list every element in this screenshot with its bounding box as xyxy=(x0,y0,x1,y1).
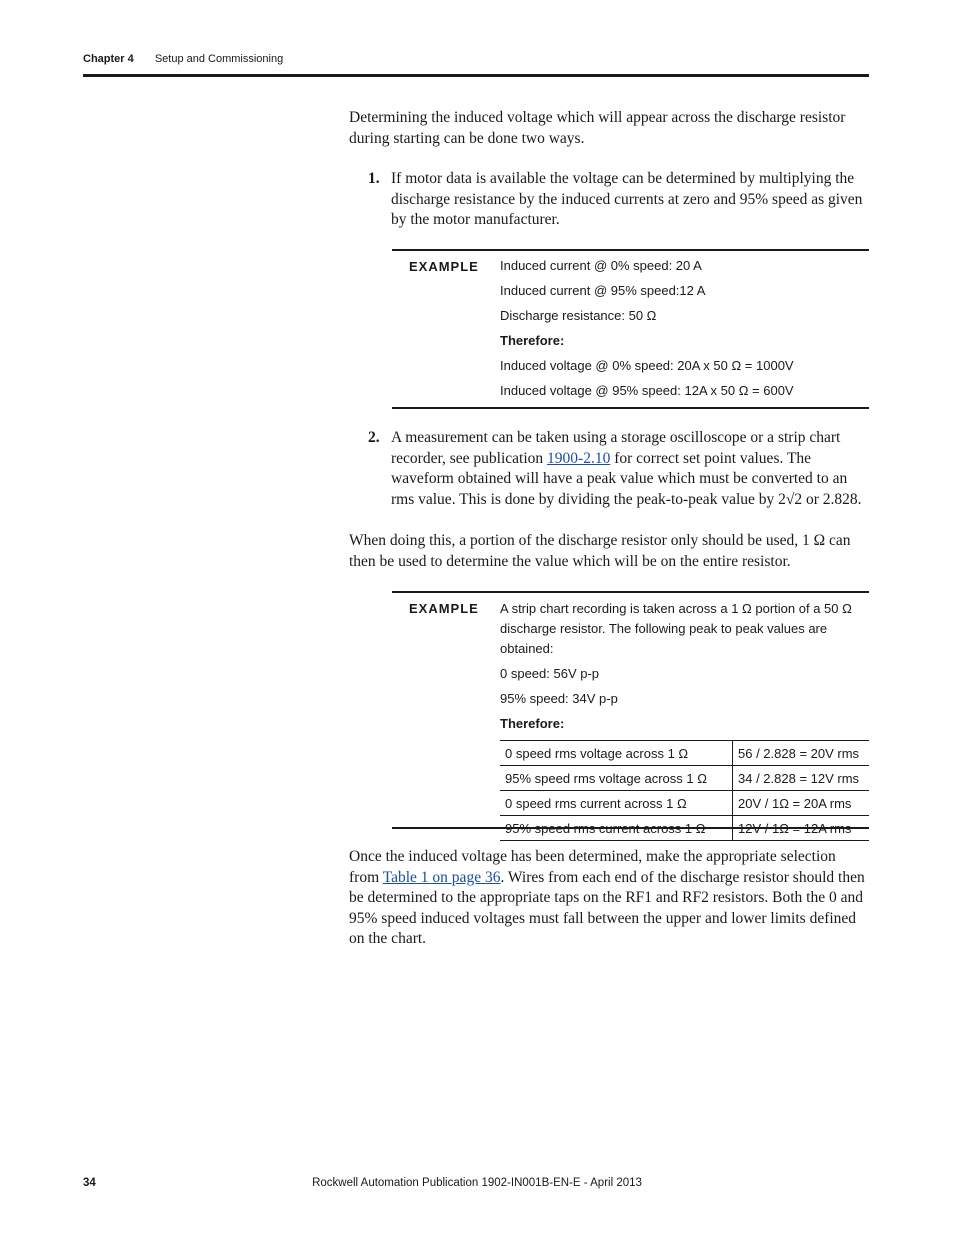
example-2-label: EXAMPLE xyxy=(409,601,479,616)
example-1-line: Induced current @ 0% speed: 20 A xyxy=(500,258,702,273)
table-cell: 20V / 1Ω = 20A rms xyxy=(733,791,870,816)
example-1-line: Induced current @ 95% speed:12 A xyxy=(500,283,706,298)
example-box-1 xyxy=(392,249,869,409)
note-paragraph xyxy=(349,531,869,572)
table-cell: 34 / 2.828 = 12V rms xyxy=(733,766,870,791)
closing-text-b: . Wires from each end of the discharge resistor should then be determined to the appropriate taps on the RF1 and RF2 resistors. Both the 0 and 95% speed induced voltages must fall between the upper and lower limits defined on the chart. xyxy=(349,868,865,947)
step-2-text-b: for correct set point values. The waveform obtained will have a peak value which must be converted to an rms value. This is done by dividing the peak-to-peak value by 2√2 or 2.828. xyxy=(391,449,862,508)
step-1-number: 1. xyxy=(368,170,380,187)
step-1 xyxy=(368,169,868,231)
example-1-content xyxy=(500,251,869,407)
table-row xyxy=(500,791,869,816)
table-cell: 56 / 2.828 = 20V rms xyxy=(733,741,870,766)
example-2-intro: A strip chart recording is taken across a 1 Ω portion of a 50 Ω discharge resistor. The following peak to peak values are obtained: xyxy=(500,601,852,656)
example-2-content xyxy=(500,593,869,841)
table-row xyxy=(500,741,869,766)
example-1-line: Discharge resistance: 50 Ω xyxy=(500,308,657,323)
closing-text xyxy=(349,847,869,950)
section-title: Setup and Commissioning xyxy=(154,53,284,65)
example-1-line: Induced voltage @ 95% speed: 12A x 50 Ω = 600V xyxy=(500,383,794,398)
example-box-2 xyxy=(392,591,869,836)
publication-link[interactable]: 1900-2.10 xyxy=(547,449,611,467)
step-2 xyxy=(368,428,868,510)
table-row xyxy=(500,816,869,841)
step-2-text xyxy=(391,428,868,510)
note-text: When doing this, a portion of the discharge resistor only should be used, 1 Ω can then be used to determine the value which will be on the entire resistor. xyxy=(349,532,851,570)
example-2-therefore: Therefore: xyxy=(500,716,565,731)
intro-paragraph xyxy=(349,108,869,149)
table-reference-link[interactable]: Table 1 on page 36 xyxy=(382,868,501,886)
intro-text: Determining the induced voltage which will appear across the discharge resistor during starting can be done two ways. xyxy=(349,109,846,147)
example-2-line: 0 speed: 56V p-p xyxy=(500,666,600,681)
page-number: 34 xyxy=(83,1177,96,1189)
step-2-number: 2. xyxy=(368,429,380,446)
example-2-line: 95% speed: 34V p-p xyxy=(500,691,618,706)
header-rule xyxy=(83,74,869,77)
example-1-line: Induced voltage @ 0% speed: 20A x 50 Ω = 1000V xyxy=(500,358,794,373)
publication-footer: Rockwell Automation Publication 1902-IN001B-EN-E - April 2013 xyxy=(312,1177,642,1189)
running-header xyxy=(83,53,283,65)
closing-text-a: Once the induced voltage has been determined, make the appropriate selection from xyxy=(349,848,836,886)
rms-results-table xyxy=(500,740,869,841)
table-cell: 0 speed rms current across 1 Ω xyxy=(500,791,733,816)
table-cell: 0 speed rms voltage across 1 Ω xyxy=(500,741,733,766)
step-2-text-a: A measurement can be taken using a storage oscilloscope or a strip chart recorder, see publication xyxy=(391,429,841,467)
closing-paragraph xyxy=(349,847,869,950)
table-cell: 12V / 1Ω = 12A rms xyxy=(733,816,870,841)
step-1-text: If motor data is available the voltage can be determined by multiplying the discharge resistance by the induced currents at zero and 95% speed as given by the motor manufacturer. xyxy=(391,170,863,228)
example-1-therefore: Therefore: xyxy=(500,333,565,348)
chapter-label: Chapter 4 xyxy=(83,53,134,65)
example-1-label: EXAMPLE xyxy=(409,259,479,274)
table-cell: 95% speed rms current across 1 Ω xyxy=(500,816,733,841)
table-row xyxy=(500,766,869,791)
table-cell: 95% speed rms voltage across 1 Ω xyxy=(500,766,733,791)
